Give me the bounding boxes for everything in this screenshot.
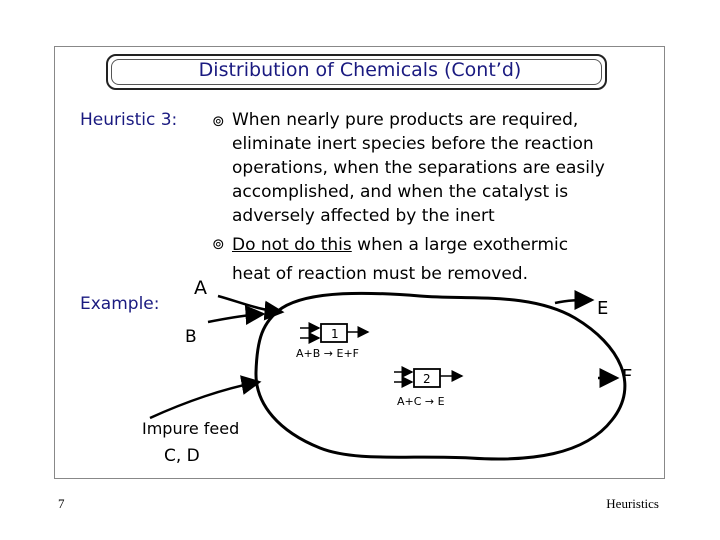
reactor-1-equation: A+B → E+F: [296, 347, 359, 360]
stream-e-label: E: [597, 298, 609, 319]
stream-b-arrow: [208, 314, 263, 322]
footer-label: Heuristics: [606, 496, 659, 511]
stream-b-label: B: [185, 327, 197, 347]
reactor-2-equation: A+C → E: [397, 395, 445, 408]
feed-arrow: [150, 382, 259, 418]
heuristic-label: Heuristic 3:: [80, 110, 178, 130]
feed-label: Impure feed: [142, 419, 240, 438]
bullet-1-text: When nearly pure products are required, eliminate inert species before the reaction operations, when the separations are easily accomplished, and when the catalyst is adversely affected by the inert: [232, 110, 605, 226]
stream-f-label: F: [622, 366, 633, 387]
bullet-2-rest: when a large exothermic heat of reaction must be removed.: [232, 235, 569, 284]
stream-e-arrow: [555, 300, 592, 303]
stream-a-arrow: [218, 296, 282, 312]
feed-species-label: C, D: [164, 446, 200, 466]
bullet-2-underlined: Do not do this: [232, 235, 352, 255]
reactor-1-id: 1: [331, 327, 339, 341]
slide-title: Distribution of Chemicals (Cont’d): [198, 59, 522, 81]
bullet-icon: ⊚: [212, 235, 225, 253]
reactor-2-id: 2: [423, 372, 431, 386]
stream-a-label: A: [194, 277, 207, 299]
bullet-icon: ⊚: [212, 112, 225, 130]
page-number: 7: [58, 496, 65, 511]
example-label: Example:: [80, 294, 160, 314]
